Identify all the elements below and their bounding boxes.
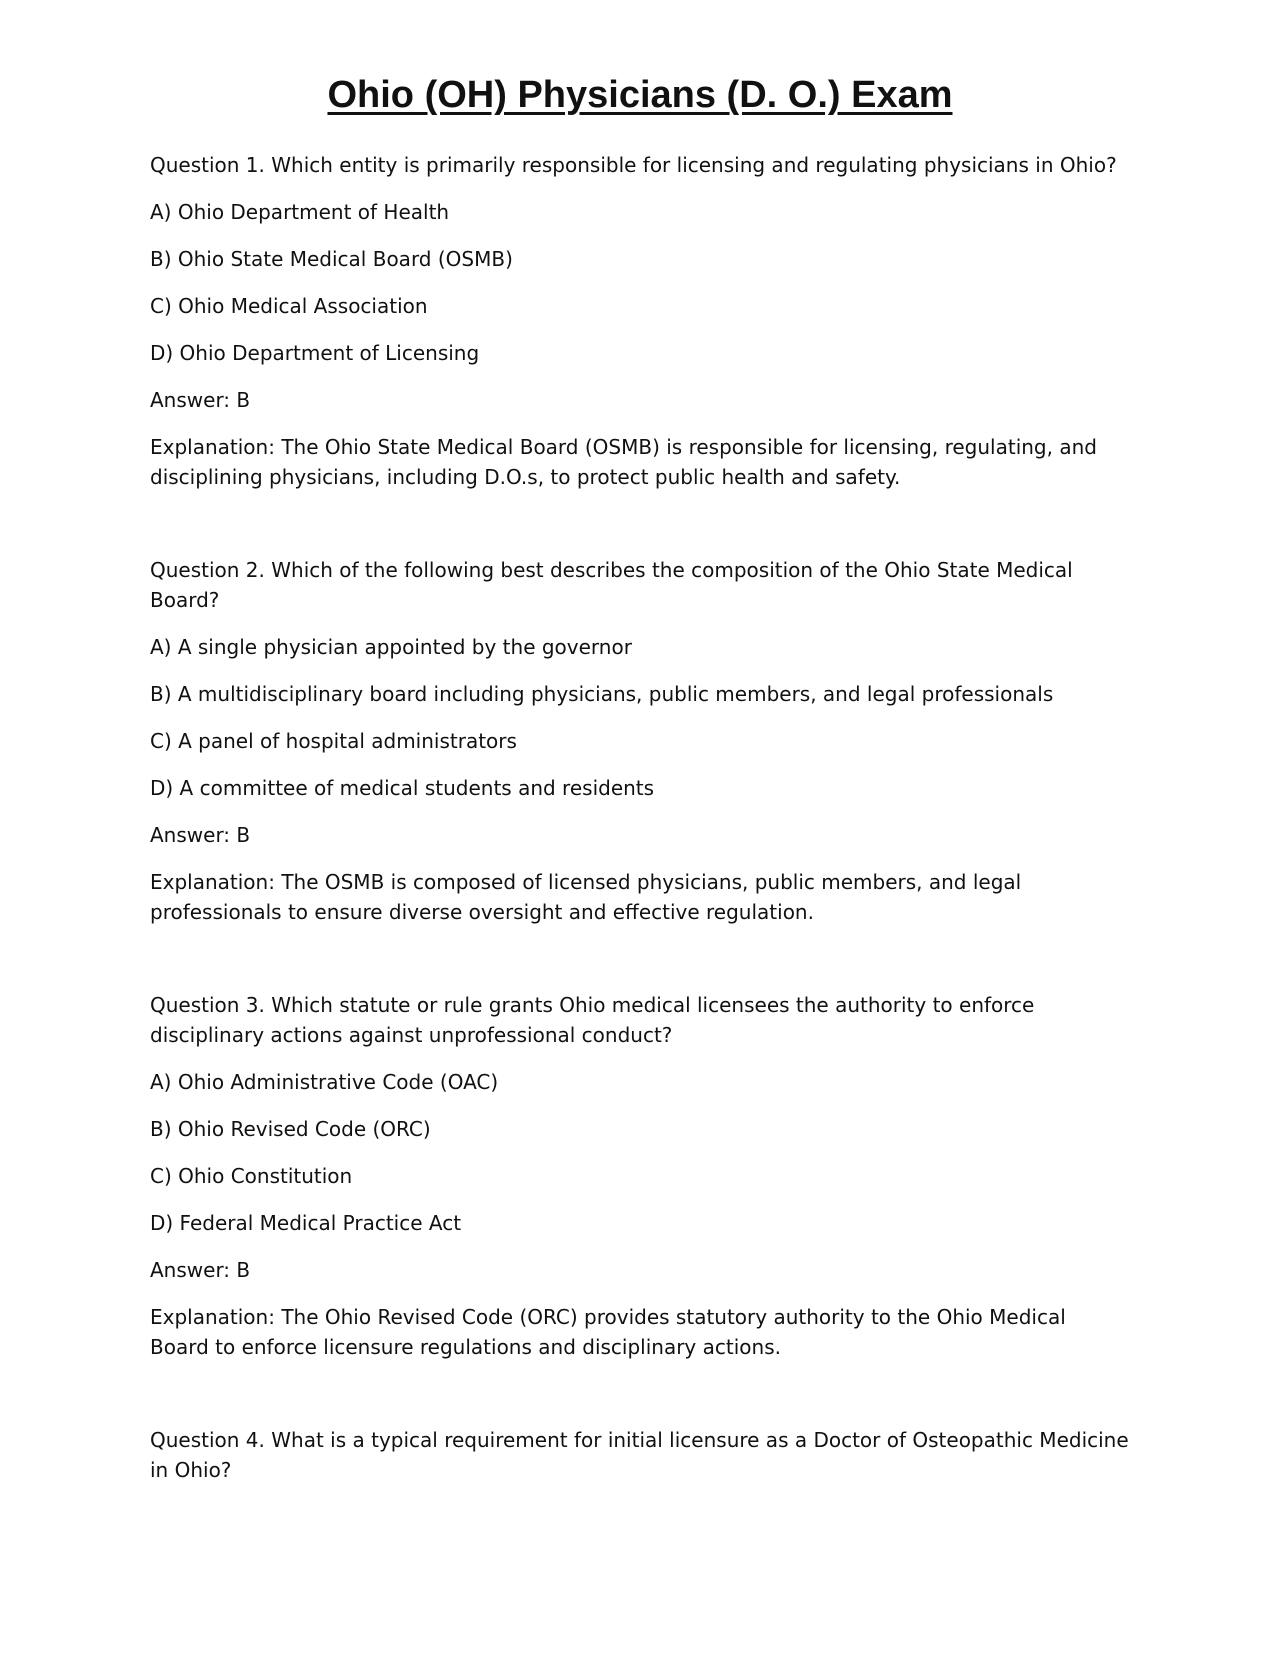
option-d: D) A committee of medical students and residents	[150, 776, 655, 800]
question-block-3	[150, 990, 1130, 1362]
option-b: B) Ohio Revised Code (ORC)	[150, 1117, 431, 1141]
exam-content	[150, 150, 1130, 1502]
question-block-2	[150, 555, 1130, 927]
option-c: C) Ohio Medical Association	[150, 294, 428, 318]
answer-text: Answer: B	[150, 388, 251, 412]
option-b: B) Ohio State Medical Board (OSMB)	[150, 247, 513, 271]
option-c: C) Ohio Constitution	[150, 1164, 353, 1188]
option-c: C) A panel of hospital administrators	[150, 729, 517, 753]
option-d: D) Federal Medical Practice Act	[150, 1211, 462, 1235]
question-text: Question 2. Which of the following best describes the composition of the Ohio State Medical Board?	[150, 558, 1073, 612]
answer-text: Answer: B	[150, 823, 251, 847]
explanation-text: Explanation: The OSMB is composed of licensed physicians, public members, and legal professionals to ensure diverse oversight and effective regulation.	[150, 870, 1022, 924]
question-text: Question 3. Which statute or rule grants Ohio medical licensees the authority to enforce disciplinary actions against unprofessional conduct?	[150, 993, 1035, 1047]
option-b: B) A multidisciplinary board including physicians, public members, and legal professionals	[150, 682, 1054, 706]
answer-text: Answer: B	[150, 1258, 251, 1282]
explanation-text: Explanation: The Ohio State Medical Board (OSMB) is responsible for licensing, regulating, and disciplining physicians, including D.O.s, to protect public health and safety.	[150, 435, 1097, 489]
page-title-text: Ohio (OH) Physicians (D. O.) Exam	[327, 74, 953, 116]
option-a: A) A single physician appointed by the governor	[150, 635, 632, 659]
option-a: A) Ohio Department of Health	[150, 200, 450, 224]
question-block-1	[150, 150, 1130, 492]
question-text: Question 1. Which entity is primarily responsible for licensing and regulating physicians in Ohio?	[150, 153, 1117, 177]
question-block-4	[150, 1425, 1130, 1485]
option-d: D) Ohio Department of Licensing	[150, 341, 480, 365]
page-title	[0, 72, 1280, 118]
question-spacer	[150, 492, 1130, 555]
option-a: A) Ohio Administrative Code (OAC)	[150, 1070, 499, 1094]
question-text: Question 4. What is a typical requirement for initial licensure as a Doctor of Osteopathic Medicine in Ohio?	[150, 1428, 1129, 1482]
question-spacer	[150, 1362, 1130, 1425]
explanation-text: Explanation: The Ohio Revised Code (ORC) provides statutory authority to the Ohio Medical Board to enforce licensure regulations and disciplinary actions.	[150, 1305, 1066, 1359]
question-spacer	[150, 927, 1130, 990]
